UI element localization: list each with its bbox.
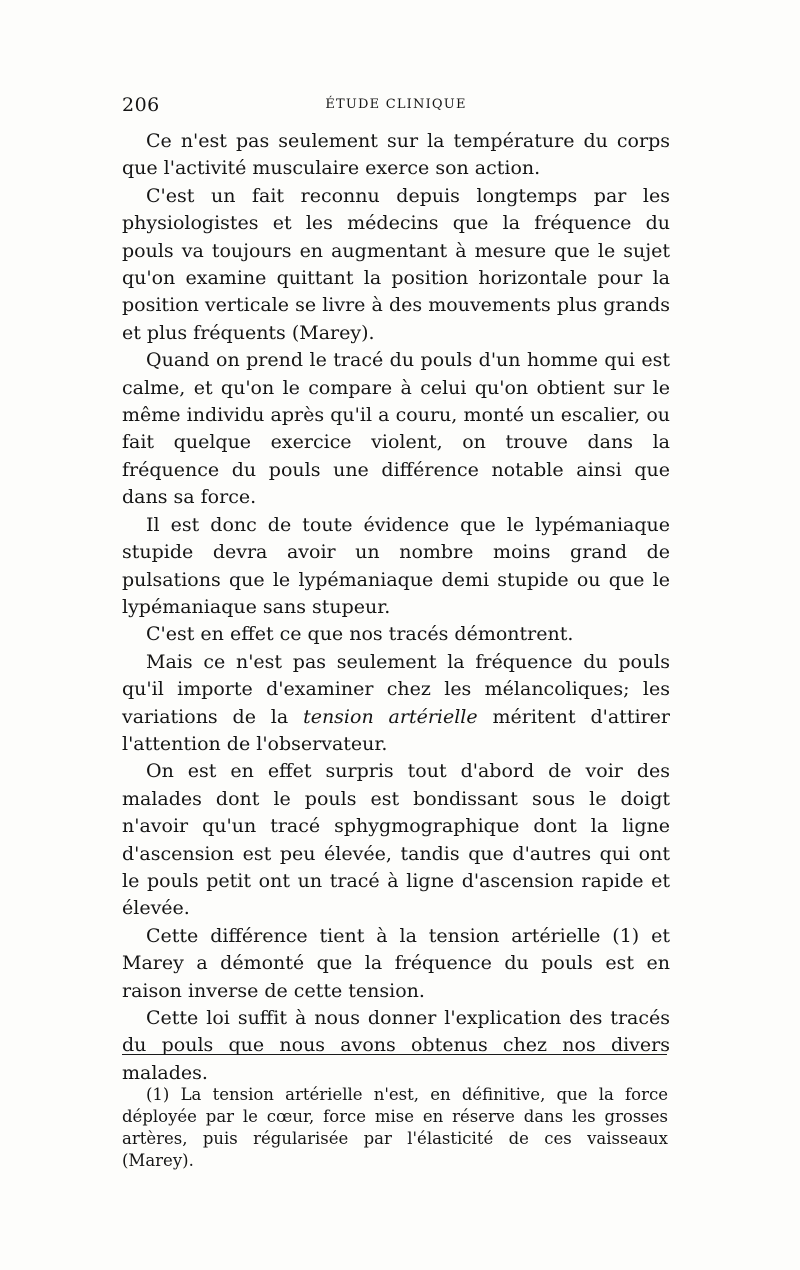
paragraph-9: Cette loi suffit à nous donner l'explication des tracés du pouls que nous avons obtenus chez nos divers malades. xyxy=(122,1007,670,1084)
paragraph-8: Cette différence tient à la tension artérielle (1) et Marey a démonté que la fréquence du pouls est en raison inverse de cette tension. xyxy=(122,924,670,1002)
paragraph-2: C'est un fait reconnu depuis longtemps par les physiologistes et les médecins que la fréquence du pouls va toujours en augmentant à mesure que le sujet qu'on examine quittant la position horizontale pour la position verticale se livre à des mouvements plus grands et plus fréquents (Marey). xyxy=(122,184,670,344)
paragraph-4: Il est donc de toute évidence que le lypémaniaque stupide devra avoir un nombre moins grand de pulsations que le lypémaniaque demi stupide ou que le lypémaniaque sans stupeur. xyxy=(122,513,670,618)
running-title: ÉTUDE CLINIQUE xyxy=(325,97,467,112)
paragraph-5: C'est en effet ce que nos tracés démontrent. xyxy=(146,623,574,646)
page-header xyxy=(122,94,670,120)
paragraph-6-end: méritent d'attirer l'attention de l'observateur. xyxy=(122,705,670,755)
italic-term-tension-arterielle: tension artérielle xyxy=(303,705,478,728)
paragraph-6 xyxy=(122,649,670,759)
paragraph-1: Ce n'est pas seulement sur la température du corps que l'activité musculaire exerce son action. xyxy=(122,130,670,180)
paragraph-7: On est en effet surpris tout d'abord de voir des malades dont le pouls est bondissant sous le doigt n'avoir qu'un tracé sphygmographique dont la ligne d'ascension est peu élevée, tandis que d'autres qui ont le pouls petit ont un tracé à ligne d'ascension rapide et élevée. xyxy=(122,760,670,920)
footnote-rule xyxy=(122,1054,667,1055)
paragraph-3: Quand on prend le tracé du pouls d'un homme qui est calme, et qu'on le compare à celui qu'on obtient sur le même individu après qu'il a couru, monté un escalier, ou fait quelque exercice violent, on trouve dans la fréquence du pouls une différence notable ainsi que dans sa force. xyxy=(122,349,670,509)
footnote: (1) La tension artérielle n'est, en définitive, que la force déployée par le cœur, force mise en réserve dans les grosses artères, puis régularisée par l'élasticité de ces vaisseaux (Marey). xyxy=(122,1085,668,1170)
page-number: 206 xyxy=(122,94,160,116)
paragraph-6-start: Mais ce n'est pas seulement la fréquence du pouls qu'il importe d'examiner chez les mélancoliques; les variations de la xyxy=(122,650,670,728)
body-text xyxy=(122,128,670,1087)
